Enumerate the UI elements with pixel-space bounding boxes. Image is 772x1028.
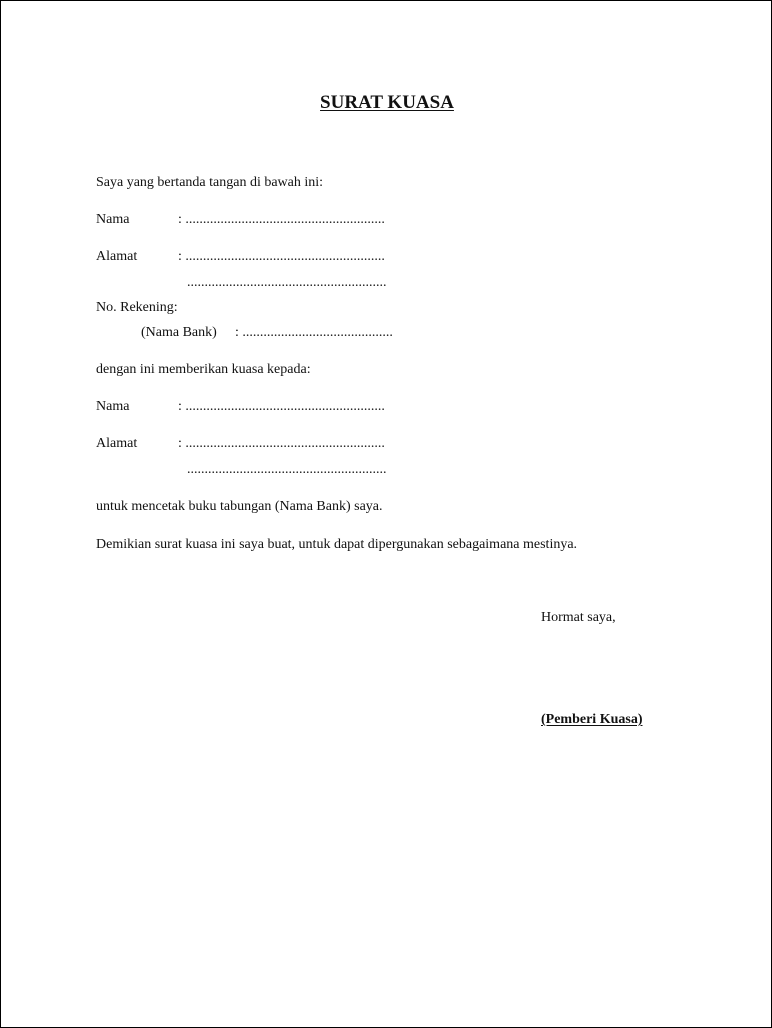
purpose-text: untuk mencetak buku tabungan (Nama Bank) saya. <box>96 499 383 514</box>
grantee-name-field: : ......................................................... <box>178 399 385 414</box>
regards-text: Hormat saya, <box>541 610 616 625</box>
grantor-name-field: : ......................................................... <box>178 212 385 227</box>
grantee-name-label: Nama <box>96 399 130 414</box>
grantee-address-field-2: ......................................................... <box>187 462 387 477</box>
document-title-text: SURAT KUASA <box>320 92 454 113</box>
grantee-address-label: Alamat <box>96 436 138 451</box>
grantor-address-label: Alamat <box>96 249 138 264</box>
document-title <box>1 92 772 114</box>
grantor-name-label: Nama <box>96 212 130 227</box>
bank-name-field: : ........................................... <box>235 325 393 340</box>
grantor-address-field-1: : ......................................................... <box>178 249 385 264</box>
account-number-label: No. Rekening: <box>96 300 178 315</box>
grantee-address-field-1: : ......................................................... <box>178 436 385 451</box>
signer-label: (Pemberi Kuasa) <box>541 712 643 727</box>
closing-text: Demikian surat kuasa ini saya buat, untuk dapat dipergunakan sebagaimana mestinya. <box>96 537 578 552</box>
grantor-address-field-2: ......................................................... <box>187 275 387 290</box>
intro-text: Saya yang bertanda tangan di bawah ini: <box>96 175 324 190</box>
bank-name-label: (Nama Bank) <box>141 325 217 340</box>
grant-statement: dengan ini memberikan kuasa kepada: <box>96 362 311 377</box>
